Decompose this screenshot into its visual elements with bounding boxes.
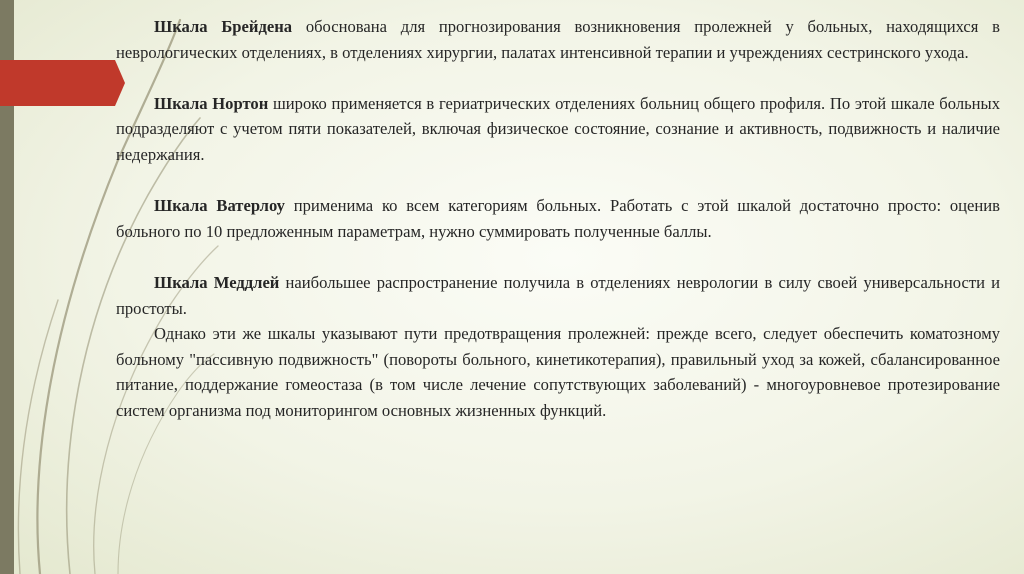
term-medley: Шкала Меддлей bbox=[154, 272, 280, 292]
term-braden: Шкала Брейдена bbox=[154, 17, 293, 36]
slide-text-body bbox=[116, 14, 1000, 424]
text-norton: широко применяется в гериатрических отделениях больниц общего профиля. По этой шкале больных подразделяют с учетом пяти показателей, включая физическое состояние, сознание и активность, подвижность и наличие недержания. bbox=[116, 93, 1001, 164]
paragraph-closing: Однако эти же шкалы указывают пути предотвращения пролежней: прежде всего, следует обеспечить коматозному больному "пассивную подвижность" (повороты больного, кинетикотерапия), правильный уход за кожей, сбалансированное питание, поддержание гомеостаза (в том числе лечение сопутствующих заболеваний) - многоуровневое протезирование систем организма под мониторингом основных жизненных функций. bbox=[116, 324, 1000, 420]
paragraph-braden bbox=[116, 14, 1000, 65]
text-braden: обоснована для прогнозирования возникновения пролежней у больных, находящихся в неврологических отделениях, в отделениях хирургии, палатах интенсивной терапии и учреждениях сестринского ухода. bbox=[116, 17, 1000, 62]
paragraph-waterlow bbox=[116, 193, 1000, 244]
text-medley: наибольшее распространение получила в отделениях неврологии в силу своей универсальности и простоты. bbox=[116, 272, 1001, 318]
text-waterlow: применима ко всем категориям больных. Работать с этой шкалой достаточно просто: оценив больного по 10 предложенным параметрам, нужно суммировать полученные баллы. bbox=[116, 196, 1000, 241]
red-arrow-banner bbox=[0, 60, 125, 106]
term-norton: Шкала Нортон bbox=[154, 93, 269, 113]
paragraph-norton bbox=[116, 91, 1000, 168]
paragraph-medley bbox=[116, 270, 1000, 321]
term-waterlow: Шкала Ватерлоу bbox=[154, 196, 285, 216]
